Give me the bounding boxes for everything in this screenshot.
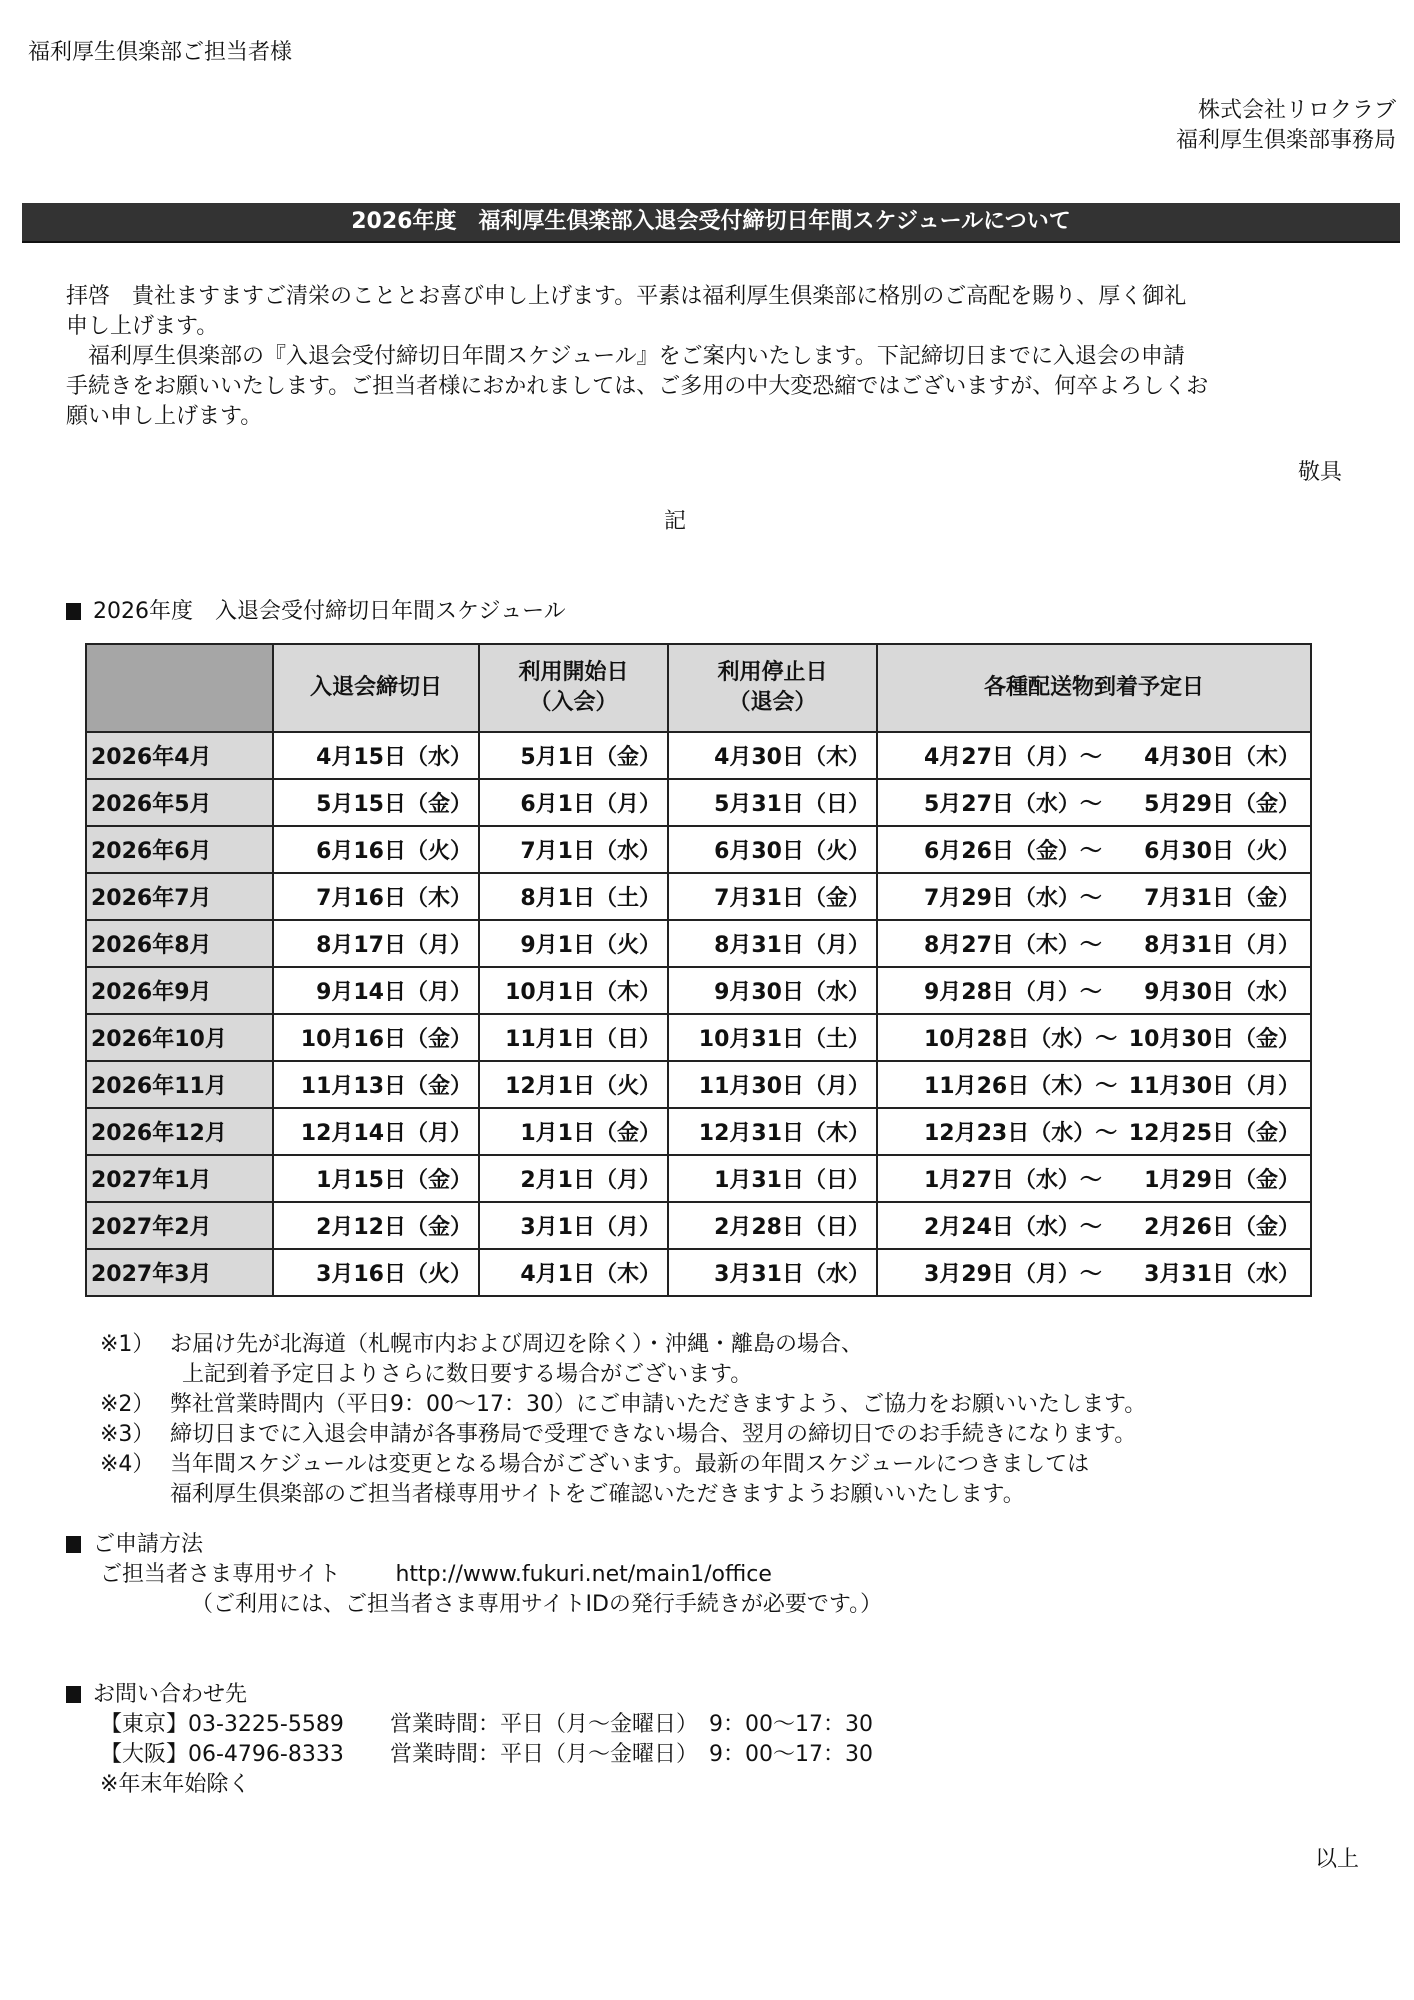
square-bullet-icon xyxy=(66,603,81,620)
start-cell: 12月1日（火） xyxy=(479,1061,668,1108)
month-cell: 2026年9月 xyxy=(86,967,273,1014)
ship-from: 9月28日（月）～ xyxy=(924,980,1102,1005)
stop-cell: 12月31日（木） xyxy=(668,1108,877,1155)
start-cell: 2月1日（月） xyxy=(479,1155,668,1202)
application-section xyxy=(66,1530,882,1620)
apply-note: （ご利用には、ご担当者さま専用サイトIDの発行手続きが必要です。） xyxy=(191,1592,883,1617)
note-text: 締切日までに入退会申請が各事務局で受理できない場合、翌月の締切日でのお手続きになります。 xyxy=(170,1422,1137,1447)
stop-cell: 7月31日（金） xyxy=(668,873,877,920)
shipping-cell xyxy=(877,1155,1311,1202)
stop-cell: 3月31日（水） xyxy=(668,1249,877,1296)
office-hours: 営業時間：平日（月～金曜日） 9：00～17：30 xyxy=(390,1742,873,1767)
ship-from: 8月27日（木）～ xyxy=(924,933,1102,958)
shipping-cell xyxy=(877,920,1311,967)
header-text: 入退会締切日 xyxy=(309,675,442,700)
office-phone: 【東京】03-3225-5589 xyxy=(100,1712,344,1737)
closing-ijo: 以上 xyxy=(1314,1847,1359,1872)
deadline-cell: 9月14日（月） xyxy=(273,967,479,1014)
deadline-cell: 8月17日（月） xyxy=(273,920,479,967)
stop-cell: 6月30日（火） xyxy=(668,826,877,873)
ship-from: 11月26日（木）～ xyxy=(924,1074,1118,1099)
start-cell: 7月1日（水） xyxy=(479,826,668,873)
stop-cell: 10月31日（土） xyxy=(668,1014,877,1061)
sender-department: 福利厚生倶楽部事務局 xyxy=(1175,128,1396,153)
schedule-table xyxy=(85,643,1312,1297)
note-key: ※3） xyxy=(100,1422,155,1447)
ship-from: 12月23日（水）～ xyxy=(924,1121,1118,1146)
table-row xyxy=(86,1202,1311,1249)
note-line xyxy=(100,1420,1146,1450)
contact-section xyxy=(66,1680,873,1800)
holiday-note: ※年末年始除く xyxy=(100,1772,251,1797)
start-cell: 5月1日（金） xyxy=(479,732,668,779)
note-line xyxy=(100,1480,1146,1510)
note-key: ※4） xyxy=(100,1452,155,1477)
shipping-cell xyxy=(877,967,1311,1014)
recipient-greeting: 福利厚生倶楽部ご担当者様 xyxy=(28,40,293,65)
header-start xyxy=(479,644,668,732)
header-corner xyxy=(86,644,273,732)
document-title: 2026年度 福利厚生倶楽部入退会受付締切日年間スケジュールについて xyxy=(22,203,1400,243)
body-line: 手続きをお願いいたします。ご担当者様におかれましては、ご多用の中大変恐縮ではございますが、何卒よろしくお xyxy=(66,374,1209,399)
note-text: お届け先が北海道（札幌市内および周辺を除く）・沖縄・離島の場合、 xyxy=(170,1332,864,1357)
ship-to: 8月31日（月） xyxy=(1144,933,1300,958)
contact-tokyo xyxy=(66,1710,873,1740)
ship-from: 2月24日（水）～ xyxy=(924,1215,1102,1240)
month-cell: 2026年6月 xyxy=(86,826,273,873)
ship-from: 10月28日（水）～ xyxy=(924,1027,1118,1052)
ship-to: 2月26日（金） xyxy=(1144,1215,1300,1240)
month-cell: 2026年12月 xyxy=(86,1108,273,1155)
start-cell: 6月1日（月） xyxy=(479,779,668,826)
note-line xyxy=(100,1450,1146,1480)
ki-marker: 記 xyxy=(664,509,687,534)
deadline-cell: 7月16日（木） xyxy=(273,873,479,920)
note-key: ※1） xyxy=(100,1332,155,1357)
deadline-cell: 12月14日（月） xyxy=(273,1108,479,1155)
table-row xyxy=(86,732,1311,779)
header-text: 各種配送物到着予定日 xyxy=(983,675,1204,700)
body-line: 福利厚生倶楽部の『入退会受付締切日年間スケジュール』をご案内いたします。下記締切日までに入退会の申請 xyxy=(88,344,1185,369)
header-stop xyxy=(668,644,877,732)
start-cell: 4月1日（木） xyxy=(479,1249,668,1296)
closing-keigu: 敬具 xyxy=(1297,460,1342,485)
ship-from: 5月27日（水）～ xyxy=(924,792,1102,817)
ship-from: 6月26日（金）～ xyxy=(924,839,1102,864)
deadline-cell: 4月15日（水） xyxy=(273,732,479,779)
letter-body xyxy=(66,282,1356,432)
note-text: 上記到着予定日よりさらに数日要する場合がございます。 xyxy=(182,1362,753,1387)
start-cell: 3月1日（月） xyxy=(479,1202,668,1249)
header-shipping xyxy=(877,644,1311,732)
ship-from: 1月27日（水）～ xyxy=(924,1168,1102,1193)
apply-heading: ご申請方法 xyxy=(93,1532,204,1557)
month-cell: 2026年5月 xyxy=(86,779,273,826)
stop-cell: 4月30日（木） xyxy=(668,732,877,779)
body-line: 願い申し上げます。 xyxy=(66,404,263,429)
header-text: 利用停止日（退会） xyxy=(717,660,828,715)
start-cell: 1月1日（金） xyxy=(479,1108,668,1155)
ship-to: 6月30日（火） xyxy=(1144,839,1300,864)
schedule-heading-text: 2026年度 入退会受付締切日年間スケジュール xyxy=(93,599,566,624)
stop-cell: 11月30日（月） xyxy=(668,1061,877,1108)
sender-company: 株式会社リロクラブ xyxy=(1197,98,1396,123)
note-line xyxy=(100,1330,1146,1360)
stop-cell: 5月31日（日） xyxy=(668,779,877,826)
note-key: ※2） xyxy=(100,1392,155,1417)
month-cell: 2026年10月 xyxy=(86,1014,273,1061)
table-row xyxy=(86,920,1311,967)
table-row xyxy=(86,1155,1311,1202)
contact-osaka xyxy=(66,1740,873,1770)
header-deadline xyxy=(273,644,479,732)
start-cell: 10月1日（木） xyxy=(479,967,668,1014)
ship-to: 3月31日（水） xyxy=(1144,1262,1300,1287)
month-cell: 2027年3月 xyxy=(86,1249,273,1296)
table-row xyxy=(86,779,1311,826)
ship-from: 3月29日（月）～ xyxy=(924,1262,1102,1287)
table-header-row xyxy=(86,644,1311,732)
shipping-cell xyxy=(877,1249,1311,1296)
stop-cell: 9月30日（水） xyxy=(668,967,877,1014)
deadline-cell: 10月16日（金） xyxy=(273,1014,479,1061)
note-text: 福利厚生倶楽部のご担当者様専用サイトをご確認いただきますようお願いいたします。 xyxy=(170,1482,1025,1507)
table-row xyxy=(86,1249,1311,1296)
ship-to: 12月25日（金） xyxy=(1128,1121,1300,1146)
square-bullet-icon xyxy=(66,1686,81,1703)
deadline-cell: 11月13日（金） xyxy=(273,1061,479,1108)
ship-to: 9月30日（水） xyxy=(1144,980,1300,1005)
month-cell: 2026年11月 xyxy=(86,1061,273,1108)
deadline-cell: 3月16日（火） xyxy=(273,1249,479,1296)
body-line: 拝啓 貴社ますますご清栄のこととお喜び申し上げます。平素は福利厚生倶楽部に格別のご高配を賜り、厚く御礼 xyxy=(66,284,1187,309)
month-cell: 2027年2月 xyxy=(86,1202,273,1249)
stop-cell: 2月28日（日） xyxy=(668,1202,877,1249)
shipping-cell xyxy=(877,873,1311,920)
ship-to: 5月29日（金） xyxy=(1144,792,1300,817)
shipping-cell xyxy=(877,779,1311,826)
shipping-cell xyxy=(877,826,1311,873)
month-cell: 2026年4月 xyxy=(86,732,273,779)
contact-heading: お問い合わせ先 xyxy=(93,1682,248,1707)
ship-to: 7月31日（金） xyxy=(1144,886,1300,911)
square-bullet-icon xyxy=(66,1536,81,1553)
note-line xyxy=(100,1390,1146,1420)
shipping-cell xyxy=(877,1014,1311,1061)
month-cell: 2026年7月 xyxy=(86,873,273,920)
table-row xyxy=(86,873,1311,920)
deadline-cell: 5月15日（金） xyxy=(273,779,479,826)
start-cell: 8月1日（土） xyxy=(479,873,668,920)
ship-to: 10月30日（金） xyxy=(1128,1027,1300,1052)
stop-cell: 8月31日（月） xyxy=(668,920,877,967)
sender-block xyxy=(1176,96,1396,156)
note-line xyxy=(100,1360,1146,1390)
month-cell: 2027年1月 xyxy=(86,1155,273,1202)
site-url-link[interactable]: http://www.fukuri.net/main1/office xyxy=(395,1562,772,1587)
table-row xyxy=(86,1014,1311,1061)
schedule-heading xyxy=(66,597,566,627)
body-line: 申し上げます。 xyxy=(66,314,219,339)
shipping-cell xyxy=(877,732,1311,779)
month-cell: 2026年8月 xyxy=(86,920,273,967)
deadline-cell: 1月15日（金） xyxy=(273,1155,479,1202)
notes-list xyxy=(100,1330,1146,1510)
office-hours: 営業時間：平日（月～金曜日） 9：00～17：30 xyxy=(390,1712,873,1737)
table-row xyxy=(86,967,1311,1014)
ship-from: 7月29日（水）～ xyxy=(924,886,1102,911)
header-text: 利用開始日（入会） xyxy=(518,660,629,715)
ship-from: 4月27日（月）～ xyxy=(924,745,1102,770)
office-phone: 【大阪】06-4796-8333 xyxy=(100,1742,344,1767)
stop-cell: 1月31日（日） xyxy=(668,1155,877,1202)
ship-to: 1月29日（金） xyxy=(1144,1168,1300,1193)
shipping-cell xyxy=(877,1108,1311,1155)
deadline-cell: 6月16日（火） xyxy=(273,826,479,873)
note-text: 当年間スケジュールは変更となる場合がございます。最新の年間スケジュールにつきましては xyxy=(170,1452,1090,1477)
ship-to: 4月30日（木） xyxy=(1144,745,1300,770)
table-row xyxy=(86,1061,1311,1108)
deadline-cell: 2月12日（金） xyxy=(273,1202,479,1249)
ship-to: 11月30日（月） xyxy=(1128,1074,1300,1099)
table-row xyxy=(86,1108,1311,1155)
shipping-cell xyxy=(877,1061,1311,1108)
start-cell: 11月1日（日） xyxy=(479,1014,668,1061)
site-label: ご担当者さま専用サイト xyxy=(100,1562,341,1587)
note-text: 弊社営業時間内（平日9：00～17：30）にご申請いただきますよう、ご協力をお願いいたします。 xyxy=(170,1392,1147,1417)
start-cell: 9月1日（火） xyxy=(479,920,668,967)
table-row xyxy=(86,826,1311,873)
shipping-cell xyxy=(877,1202,1311,1249)
